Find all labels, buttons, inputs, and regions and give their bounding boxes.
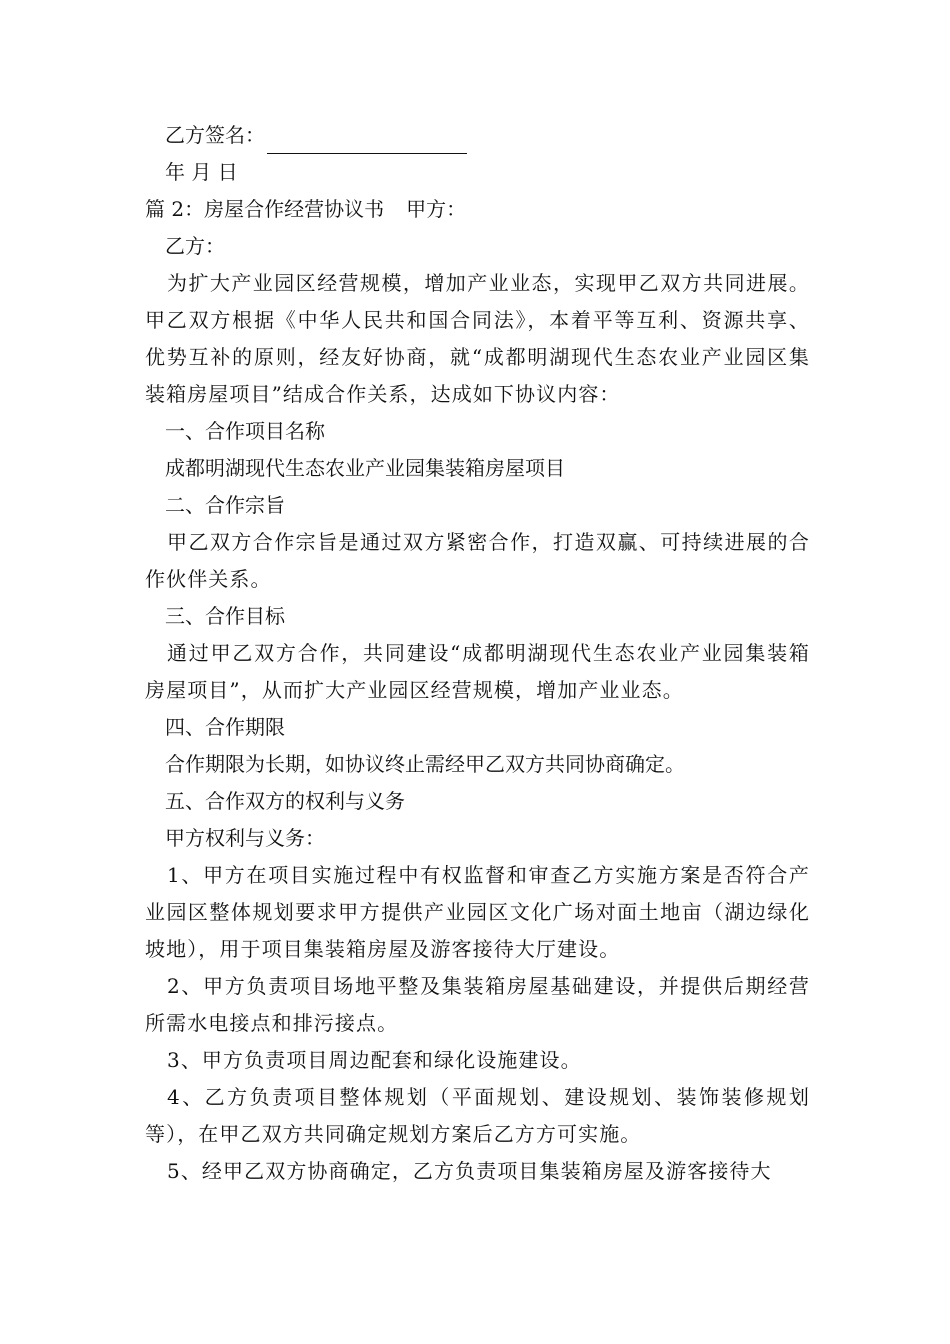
heading-project-name: 一、合作项目名称 <box>165 419 325 443</box>
paragraph-project-name: 成都明湖现代生态农业产业园集装箱房屋项目 <box>165 456 565 480</box>
paragraph-term: 合作期限为长期，如协议终止需经甲乙双方共同协商确定。 <box>165 752 685 776</box>
heading-purpose: 二、合作宗旨 <box>165 493 285 517</box>
heading-term: 四、合作期限 <box>165 715 285 739</box>
party-b-label: 乙方： <box>165 234 225 258</box>
intro-paragraph: 为扩大产业园区经营规模，增加产业业态，实现甲乙双方共同进展。甲乙双方根据《中华人民共和国合同法》，本着平等互利、资源共享、优势互补的原则，经友好协商，就“成都明湖现代生态农业产业园区集装箱房屋项目”结成合作关系，达成如下协议内容： <box>145 271 810 406</box>
paragraph-goal: 通过甲乙双方合作，共同建设“成都明湖现代生态农业产业园集装箱房屋项目”，从而扩大产业园区经营规模，增加产业业态。 <box>145 641 810 702</box>
signature-blank <box>267 129 467 154</box>
signature-label: 乙方签名： <box>165 123 265 147</box>
paragraph-purpose: 甲乙双方合作宗旨是通过双方紧密合作，打造双赢、可持续进展的合作伙伴关系。 <box>145 530 810 591</box>
heading-goal: 三、合作目标 <box>165 604 285 628</box>
clause-2: 2、甲方负责项目场地平整及集装箱房屋基础建设，并提供后期经营所需水电接点和排污接点。 <box>145 974 810 1035</box>
document-body <box>145 117 810 1190</box>
clause-3: 3、甲方负责项目周边配套和绿化设施建设。 <box>167 1048 582 1072</box>
clause-5: 5、经甲乙双方协商确定，乙方负责项目集装箱房屋及游客接待大 <box>167 1159 772 1183</box>
party-a-rights-label: 甲方权利与义务： <box>165 826 325 850</box>
section-title-line <box>145 191 810 228</box>
clause-1: 1、甲方在项目实施过程中有权监督和审查乙方实施方案是否符合产业园区整体规划要求甲方提供产业园区文化广场对面土地亩（湖边绿化坡地），用于项目集装箱房屋及游客接待大厅建设。 <box>145 863 810 961</box>
clause-4: 4、乙方负责项目整体规划（平面规划、建设规划、装饰装修规划等），在甲乙双方共同确定规划方案后乙方方可实施。 <box>145 1085 810 1146</box>
party-a-label: 甲方： <box>406 197 467 221</box>
heading-rights: 五、合作双方的权利与义务 <box>165 789 405 813</box>
signature-line <box>145 117 810 154</box>
signature-date: 年 月 日 <box>165 160 238 184</box>
section-title: 篇 2：房屋合作经营协议书 <box>145 197 385 221</box>
